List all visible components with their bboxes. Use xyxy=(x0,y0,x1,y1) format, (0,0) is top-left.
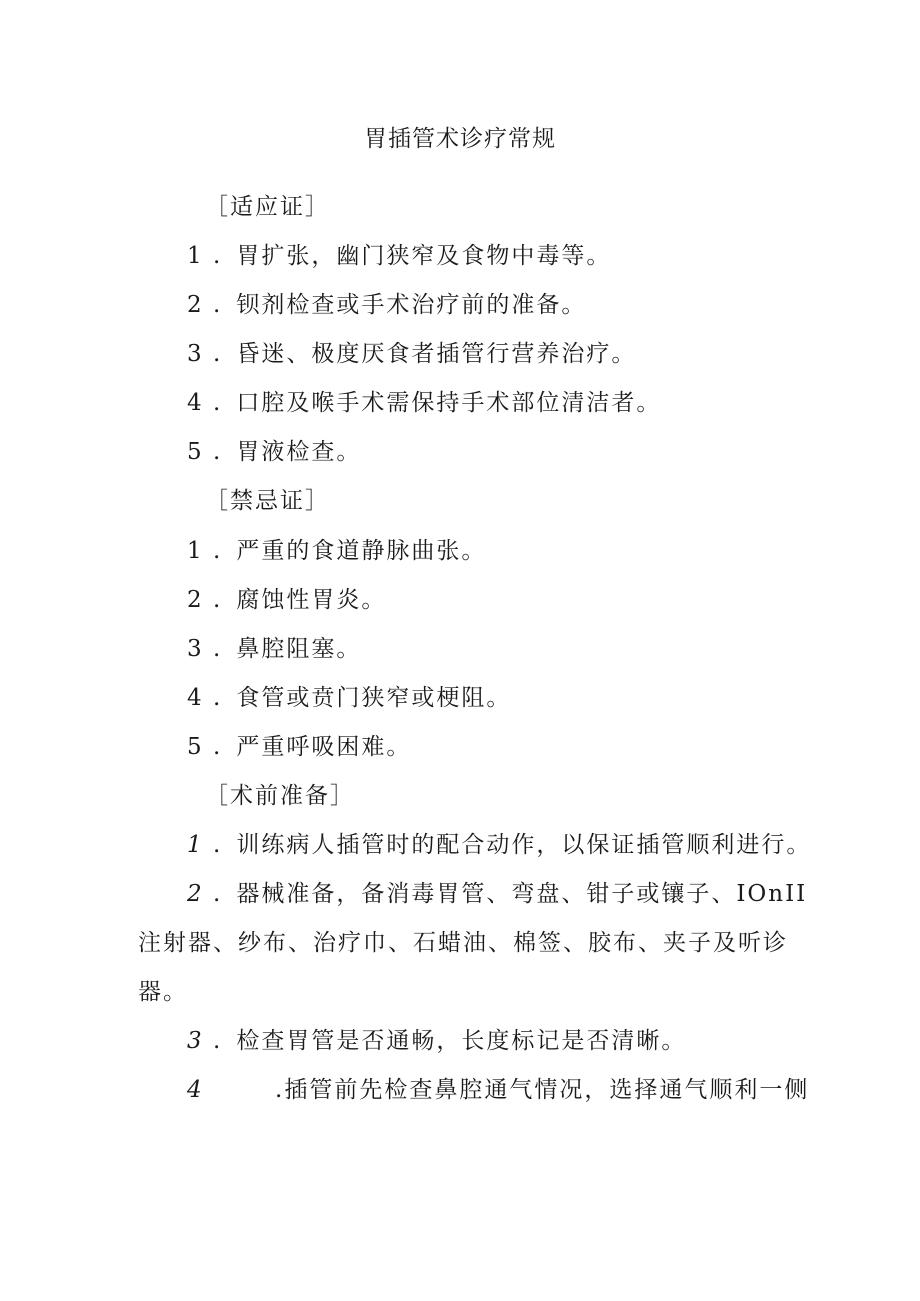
item-dot: . xyxy=(213,439,223,465)
item-number: 3 xyxy=(187,636,204,662)
item-text: 腐蚀性胃炎。 xyxy=(236,587,387,613)
item-dot: . xyxy=(275,1077,285,1103)
item-text: 口腔及喉手术需保持手术部位清洁者。 xyxy=(236,390,662,416)
item-dot: . xyxy=(213,587,223,613)
page-title: 胃插管术诊疗常规 xyxy=(364,126,556,152)
item-dot: . xyxy=(213,881,223,907)
item-number: 1 xyxy=(187,243,204,269)
section-header-contraindications: ［禁忌证］ xyxy=(205,488,330,514)
item-text: 插管前先检查鼻腔通气情况，选择通气顺利一侧 xyxy=(284,1077,810,1103)
item-number: 2 xyxy=(187,881,204,907)
item-number: 3 xyxy=(187,1028,204,1054)
item-number: 2 xyxy=(187,292,204,318)
item-dot: . xyxy=(213,538,223,564)
item-number: 4 xyxy=(187,1077,204,1103)
list-item xyxy=(187,829,811,861)
list-item-continuation: 注射器、纱布、治疗巾、石蜡油、棉签、胶布、夹子及听诊 xyxy=(138,930,788,956)
list-item-continuation: 器。 xyxy=(138,979,188,1005)
list-item xyxy=(187,338,636,370)
item-number: 4 xyxy=(187,685,204,711)
item-dot: . xyxy=(213,390,223,416)
item-text: 食管或贲门狭窄或梗阻。 xyxy=(236,685,512,711)
item-text: 检查胃管是否通畅，长度标记是否清晰。 xyxy=(236,1028,687,1054)
item-number: 1 xyxy=(187,832,204,858)
item-text: 训练病人插管时的配合动作，以保证插管顺利进行。 xyxy=(236,832,812,858)
item-dot: . xyxy=(213,243,223,269)
item-text: 胃扩张，幽门狭窄及食物中毒等。 xyxy=(236,243,612,269)
item-dot: . xyxy=(213,341,223,367)
item-dot: . xyxy=(213,1028,223,1054)
item-text: 钡剂检查或手术治疗前的准备。 xyxy=(236,292,587,318)
list-item xyxy=(187,535,486,567)
list-item xyxy=(187,878,807,910)
item-dot: . xyxy=(213,734,223,760)
item-text: 器械准备，备消毒胃管、弯盘、钳子或镶子、IOnII xyxy=(236,881,808,907)
item-number: 1 xyxy=(187,538,204,564)
list-item xyxy=(187,633,361,665)
item-text: 严重的食道静脉曲张。 xyxy=(236,538,487,564)
item-dot: . xyxy=(213,636,223,662)
list-item xyxy=(187,731,411,763)
item-number: 3 xyxy=(187,341,204,367)
item-text: 昏迷、极度厌食者插管行营养治疗。 xyxy=(236,341,637,367)
list-item xyxy=(187,387,661,419)
list-item xyxy=(187,682,511,714)
list-item xyxy=(187,584,386,616)
section-header-indications: ［适应证］ xyxy=(205,194,330,220)
item-dot: . xyxy=(213,292,223,318)
list-item xyxy=(187,436,361,468)
item-text: 鼻腔阻塞。 xyxy=(236,636,362,662)
list-item xyxy=(187,1025,686,1057)
section-header-preparation: ［术前准备］ xyxy=(205,783,355,809)
item-text: 胃液检查。 xyxy=(236,439,362,465)
item-number: 5 xyxy=(187,734,204,760)
list-item xyxy=(187,240,611,272)
item-number: 5 xyxy=(187,439,204,465)
item-dot: . xyxy=(213,685,223,711)
list-item xyxy=(187,1074,809,1106)
item-text: 严重呼吸困难。 xyxy=(236,734,412,760)
item-number: 4 xyxy=(187,390,204,416)
item-number: 2 xyxy=(187,587,204,613)
item-dot: . xyxy=(213,832,223,858)
list-item xyxy=(187,289,586,321)
